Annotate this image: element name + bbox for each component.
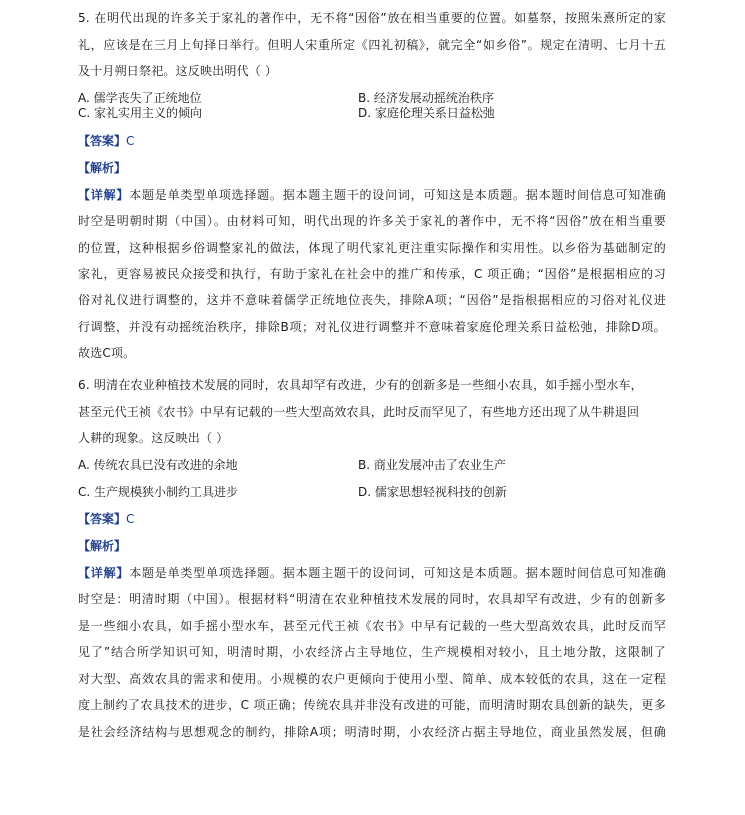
q6-answer — [78, 511, 134, 527]
q6-detail-line-2: 时空是：明清时期（中国）。根据材料“明清在农业种植技术发展的同时，农具却罕有改进，少有的创新多 — [78, 592, 666, 606]
q5-answer-tag: 【答案】 — [78, 134, 127, 148]
q6-detail-line-7: 是社会经济结构与思想观念的制约，排除A项；明清时期，小农经济占据主导地位，商业虽然发展，但确 — [78, 725, 666, 739]
q6-detail-line-5: 对大型、高效农具的需求和使用。小规模的农户更倾向于使用小型、简单、成本较低的农具，这在一定程 — [78, 672, 666, 686]
q5-option-b: B. 经济发展动摇统治秩序 — [358, 91, 494, 105]
q6-option-a: A. 传统农具已没有改进的余地 — [78, 458, 238, 472]
q5-option-c: C. 家礼实用主义的倾向 — [78, 106, 203, 120]
q5-detail-line-5: 俗对礼仪进行调整的，这并不意味着儒学正统地位丧失，排除A项；“因俗”是指根据相应的习俗对礼仪进 — [78, 293, 666, 307]
q5-detail-line-1 — [78, 187, 666, 203]
q6-option-b: B. 商业发展冲击了农业生产 — [358, 458, 506, 472]
q6-detail-line-3: 是一些细小农具，如手摇小型水车，甚至元代王祯《农书》中早有记载的一些大型高效农具，此时反而罕 — [78, 619, 666, 633]
q5-detail-text-1: 本题是单类型单项选择题。据本题主题干的设问词，可知这是本质题。据本题时间信息可知准确 — [129, 188, 666, 202]
q6-answer-tag: 【答案】 — [78, 512, 127, 526]
q5-analysis-tag: 【解析】 — [78, 161, 127, 175]
q6-analysis-tag: 【解析】 — [78, 539, 127, 553]
q5-analysis-label — [78, 160, 126, 176]
q6-answer-value: C — [126, 512, 135, 526]
q5-detail-line-2: 时空是明朝时期（中国）。由材料可知，明代出现的许多关于家礼的著作中，无不将“因俗”放在相当重要 — [78, 214, 666, 228]
q5-answer-value: C — [126, 134, 135, 148]
q5-stem-line-1: 5. 在明代出现的许多关于家礼的著作中，无不将“因俗”放在相当重要的位置。如墓祭，按照朱熹所定的家 — [78, 11, 666, 25]
q5-detail-line-4: 家礼，更容易被民众接受和执行，有助于家礼在社会中的推广和传承，C 项正确；“因俗”是根据相应的习 — [78, 267, 666, 281]
q5-detail-line-6: 行调整，并没有动摇统治秩序，排除B项；对礼仪进行调整并不意味着家庭伦理关系日益松弛，排除D项。 — [78, 320, 666, 334]
q5-stem-line-2: 礼，应该是在三月上旬择日举行。但明人宋重所定《四礼初稿》，就完全“如乡俗”。规定在清明、七月十五 — [78, 38, 666, 52]
q6-stem-line-3: 人耕的现象。这反映出（ ） — [78, 431, 229, 445]
q6-detail-tag: 【详解】 — [78, 566, 130, 580]
q6-option-c: C. 生产规模狭小制约工具进步 — [78, 485, 239, 499]
q6-analysis-label — [78, 538, 126, 554]
q5-detail-tag: 【详解】 — [78, 188, 130, 202]
q6-detail-line-4: 见了”结合所学知识可知，明清时期，小农经济占主导地位，生产规模相对较小，且土地分散，这限制了 — [78, 645, 666, 659]
q6-detail-text-1: 本题是单类型单项选择题。据本题主题干的设问词，可知这是本质题。据本题时间信息可知准确 — [129, 566, 666, 580]
q6-option-d: D. 儒家思想轻视科技的创新 — [358, 485, 507, 499]
q5-stem-line-3: 及十月朔日祭祀。这反映出明代（ ） — [78, 64, 278, 78]
q6-detail-line-1 — [78, 565, 666, 581]
q6-stem-line-1: 6. 明清在农业种植技术发展的同时，农具却罕有改进，少有的创新多是一些细小农具，如手摇小型水车， — [78, 378, 643, 392]
q5-option-d: D. 家庭伦理关系日益松弛 — [358, 106, 495, 120]
q5-detail-line-3: 的位置，这种根据乡俗调整家礼的做法，体现了明代家礼更注重实际操作和实用性。以乡俗为基础制定的 — [78, 241, 666, 255]
q5-answer — [78, 133, 134, 149]
q5-detail-line-7: 故选C项。 — [78, 346, 136, 360]
q5-option-a: A. 儒学丧失了正统地位 — [78, 91, 202, 105]
q6-stem-line-2: 甚至元代王祯《农书》中早有记载的一些大型高效农具，此时反而罕见了，有些地方还出现了从牛耕退回 — [78, 405, 640, 419]
q6-detail-line-6: 度上制约了农具技术的进步，C 项正确；传统农具并非没有改进的可能，而明清时期农具创新的缺失，更多 — [78, 698, 666, 712]
